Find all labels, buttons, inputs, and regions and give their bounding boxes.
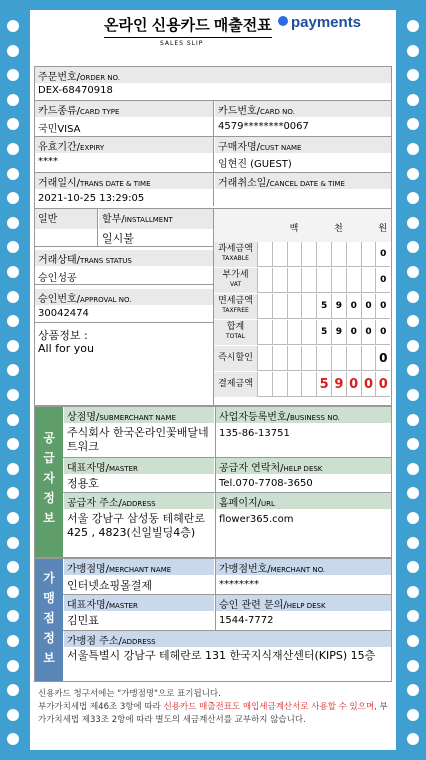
- supplier-side-char: 급: [43, 451, 55, 465]
- binder-hole-icon: [7, 143, 19, 155]
- amount-digit: [257, 372, 272, 397]
- amount-digit: [287, 320, 302, 345]
- amount-digit: 5: [316, 372, 331, 397]
- binder-hole-icon: [407, 463, 419, 475]
- buyer-label: 구매자명/CUST NAME: [215, 137, 391, 153]
- binder-hole-icon: [7, 733, 19, 745]
- amount-digit: [272, 294, 287, 319]
- amount-digit: [287, 294, 302, 319]
- expiry-value: ****: [38, 156, 58, 167]
- amount-digit: 0: [346, 320, 361, 345]
- amount-digit: [346, 268, 361, 293]
- merchant-side-char: 가: [43, 571, 55, 585]
- amount-digit: [301, 320, 316, 345]
- card-no-value: 4579********0067: [218, 121, 309, 132]
- binder-hole-icon: [407, 561, 419, 573]
- amount-digit: [257, 346, 272, 371]
- card-no-label: 카드번호/CARD NO.: [215, 101, 391, 117]
- binder-hole-icon: [407, 635, 419, 647]
- amount-row-label: 즉시할인: [214, 346, 257, 371]
- card-type-label: 카드종류/CARD TYPE: [35, 101, 213, 117]
- supplier-master-value: 정용호: [67, 477, 99, 490]
- biz-no-label: 사업자등록번호/BUSINESS NO.: [216, 407, 391, 423]
- binder-hole-icon: [7, 660, 19, 672]
- amount-digit: [257, 320, 272, 345]
- merchant-help-label: 승인 관련 문의/HELP DESK: [216, 595, 391, 611]
- url-label: 홈페이지/URL: [216, 493, 391, 509]
- brand-dot-icon: [278, 16, 288, 26]
- binder-hole-icon: [407, 168, 419, 180]
- amount-row-label: 면세금액 TAXFREE: [214, 294, 257, 319]
- amount-digit: [346, 242, 361, 267]
- amount-digit: [331, 242, 346, 267]
- card-type-value: 국민VISA: [38, 124, 81, 135]
- merchant-side-char: 정: [43, 631, 55, 645]
- trans-date-value: 2021-10-25 13:29:05: [38, 193, 145, 204]
- approval-label: 승인번호/APPROVAL NO.: [35, 289, 213, 305]
- amount-unit-label: 원: [378, 224, 388, 234]
- supplier-help-value: Tel.070-7708-3650: [219, 478, 313, 489]
- supplier-side-char: 정: [43, 491, 55, 505]
- binder-hole-icon: [7, 69, 19, 81]
- amount-digit: [301, 242, 316, 267]
- status-label: 거래상태/TRANS STATUS: [35, 250, 213, 266]
- binder-hole-icon: [7, 487, 19, 499]
- merchant-no-label: 가맹점번호/MERCHANT NO.: [216, 559, 391, 575]
- cancel-date-value: [215, 192, 221, 194]
- binder-hole-icon: [407, 586, 419, 598]
- amount-digit: [257, 268, 272, 293]
- trans-date-label: 거래일시/TRANS DATE & TIME: [35, 173, 213, 189]
- product-value: All for you: [38, 342, 94, 355]
- binder-hole-icon: [407, 414, 419, 426]
- amount-digit: 0: [375, 320, 390, 345]
- supplier-side-char: 공: [43, 431, 55, 445]
- binder-hole-icon: [7, 364, 19, 376]
- binder-hole-icon: [7, 94, 19, 106]
- supplier-side-label: [35, 428, 63, 528]
- binder-hole-icon: [7, 168, 19, 180]
- binder-hole-icon: [407, 340, 419, 352]
- installment-label: 할부/INSTALLMENT: [99, 209, 213, 229]
- amount-digit: [287, 268, 302, 293]
- amount-digit: [316, 346, 331, 371]
- amount-row-label: 과세금액 TAXABLE: [214, 242, 257, 267]
- binder-hole-icon: [7, 315, 19, 327]
- amount-digit: [257, 294, 272, 319]
- binder-hole-icon: [407, 537, 419, 549]
- approval-value: 30042474: [38, 308, 89, 319]
- binder-hole-icon: [407, 291, 419, 303]
- footer-line-2: 부가가치세법 제46조 3항에 따라 신용카드 매출전표도 매입세금계산서로 사용할 수 있으며, 부가가치세법 제33조 2항에 따라 별도의 세금계산서를 교부하지 않습니다.: [38, 702, 388, 725]
- merchant-side-char: 맹: [43, 591, 55, 605]
- merchant-master-value: 김민표: [67, 614, 99, 627]
- supplier-side-char: 보: [43, 511, 55, 525]
- binder-hole-icon: [407, 389, 419, 401]
- binder-hole-icon: [407, 20, 419, 32]
- footer-notice: [38, 688, 390, 727]
- supplier-master-label: 대표자명/MASTER: [64, 458, 214, 474]
- url-value: flower365.com: [219, 514, 294, 525]
- payments-logo: payments: [278, 14, 361, 31]
- amount-row-label: 합계 TOTAL: [214, 320, 257, 345]
- binder-hole-icon: [7, 241, 19, 253]
- amount-digit: 9: [331, 294, 346, 319]
- sub-name-label: 상점명/SUBMERCHANT NAME: [64, 407, 214, 423]
- amount-digit: [272, 320, 287, 345]
- binder-hole-icon: [407, 709, 419, 721]
- binder-hole-icon: [407, 143, 419, 155]
- amount-digit: 0: [375, 372, 390, 397]
- supplier-address-value: 서울 강남구 삼성동 테헤란로 425 , 4823(신일빌딩4층): [67, 512, 206, 539]
- binder-hole-icon: [407, 733, 419, 745]
- amount-digit: 9: [331, 320, 346, 345]
- amount-digit: [361, 268, 376, 293]
- expiry-label: 유효기간/EXPIRY: [35, 137, 213, 153]
- amount-digit: [272, 268, 287, 293]
- amount-digit: [316, 242, 331, 267]
- amount-digit: 0: [346, 294, 361, 319]
- footer-line-1: 신용카드 청구서에는 "가맹점명"으로 표기됩니다.: [38, 689, 221, 699]
- binder-hole-icon: [7, 684, 19, 696]
- amount-digit: [272, 242, 287, 267]
- amount-digit: 0: [375, 346, 390, 371]
- supplier-side-char: 자: [43, 471, 55, 485]
- binder-hole-icon: [407, 438, 419, 450]
- binder-hole-icon: [7, 192, 19, 204]
- amount-unit-label: 백: [289, 224, 299, 234]
- amount-digit: [301, 268, 316, 293]
- amount-digit: 0: [361, 294, 376, 319]
- binder-hole-icon: [7, 438, 19, 450]
- binder-hole-icon: [407, 610, 419, 622]
- binder-hole-icon: [407, 94, 419, 106]
- binder-hole-icon: [7, 217, 19, 229]
- merchant-side-char: 점: [43, 611, 55, 625]
- binder-hole-icon: [407, 241, 419, 253]
- binder-hole-icon: [407, 266, 419, 278]
- biz-no-value: 135-86-13751: [219, 428, 290, 439]
- binder-hole-icon: [7, 389, 19, 401]
- slip-title: 온라인 신용카드 매출전표: [104, 14, 272, 38]
- amount-digit: [301, 372, 316, 397]
- binder-hole-icon: [407, 684, 419, 696]
- amount-digit: [257, 242, 272, 267]
- binder-hole-icon: [7, 20, 19, 32]
- amount-row-label: 부가세 VAT: [214, 268, 257, 293]
- merchant-side-char: 보: [43, 651, 55, 665]
- merchant-side-label: [35, 568, 63, 668]
- merchant-help-value: 1544-7772: [219, 615, 274, 626]
- amount-digit: [301, 346, 316, 371]
- binder-hole-icon: [7, 45, 19, 57]
- amount-digit: [272, 346, 287, 371]
- amount-digit: 5: [316, 294, 331, 319]
- order-label: 주문번호/ORDER NO.: [35, 67, 391, 83]
- slip-subtitle: SALES SLIP: [160, 40, 204, 47]
- binder-hole-icon: [407, 364, 419, 376]
- amount-digit: 0: [375, 242, 390, 267]
- binder-hole-icon: [7, 291, 19, 303]
- binder-hole-icon: [407, 118, 419, 130]
- installment-normal-label: 일반: [35, 209, 97, 229]
- binder-hole-icon: [7, 537, 19, 549]
- amount-digit: [331, 268, 346, 293]
- binder-hole-icon: [7, 414, 19, 426]
- merchant-no-value: ********: [219, 579, 259, 590]
- amount-unit-label: 천: [334, 224, 343, 234]
- cancel-date-label: 거래취소일/CANCEL DATE & TIME: [215, 173, 391, 189]
- binder-hole-icon: [7, 463, 19, 475]
- binder-hole-icon: [7, 512, 19, 524]
- amount-digit: 9: [331, 372, 346, 397]
- merchant-master-label: 대표자명/MASTER: [64, 595, 214, 611]
- amount-digit: [287, 372, 302, 397]
- amount-digit: [272, 372, 287, 397]
- amount-digit: [361, 346, 376, 371]
- amount-digit: 0: [361, 372, 376, 397]
- amount-digit: [287, 242, 302, 267]
- amount-digit: [346, 346, 361, 371]
- order-value: DEX-68470918: [38, 85, 113, 96]
- amount-grid: [214, 209, 391, 242]
- supplier-help-label: 공급자 연락처/HELP DESK: [216, 458, 391, 474]
- amount-digit: 0: [375, 294, 390, 319]
- binder-hole-icon: [7, 266, 19, 278]
- binder-hole-icon: [7, 586, 19, 598]
- installment-value: 일시불: [102, 232, 134, 245]
- binder-hole-icon: [7, 610, 19, 622]
- amount-digit: [361, 242, 376, 267]
- binder-hole-icon: [7, 340, 19, 352]
- amount-digit: [301, 294, 316, 319]
- sub-name-value: 주식회사 한국온라인꽃배달네트워크: [67, 426, 209, 453]
- binder-hole-icon: [407, 217, 419, 229]
- amount-row-label: 결제금액: [214, 372, 257, 397]
- binder-hole-icon: [407, 487, 419, 499]
- binder-hole-icon: [7, 561, 19, 573]
- amount-digit: [287, 346, 302, 371]
- binder-hole-icon: [7, 118, 19, 130]
- merchant-address-label: 가맹점 주소/ADDRESS: [64, 631, 391, 647]
- merchant-name-value: 인터넷쇼핑몰결제: [67, 579, 153, 592]
- binder-hole-icon: [407, 45, 419, 57]
- binder-hole-icon: [407, 192, 419, 204]
- binder-hole-icon: [407, 512, 419, 524]
- amount-digit: 5: [316, 320, 331, 345]
- binder-hole-icon: [407, 660, 419, 672]
- amount-digit: 0: [361, 320, 376, 345]
- amount-digit: 0: [375, 268, 390, 293]
- binder-hole-icon: [407, 315, 419, 327]
- binder-hole-icon: [7, 635, 19, 647]
- merchant-address-value: 서울특별시 강남구 테헤란로 131 한국지식재산센터(KIPS) 15층: [67, 649, 376, 662]
- status-value: 승인성공: [38, 273, 77, 284]
- product-label: 상품정보 :: [38, 329, 88, 342]
- amount-digit: 0: [346, 372, 361, 397]
- binder-hole-icon: [407, 69, 419, 81]
- buyer-value: 임현진 (GUEST): [218, 159, 292, 170]
- supplier-address-label: 공급자 주소/ADDRESS: [64, 493, 214, 509]
- amount-digit: [331, 346, 346, 371]
- binder-hole-icon: [7, 709, 19, 721]
- amount-digit: [316, 268, 331, 293]
- merchant-name-label: 가맹점명/MERCHANT NAME: [64, 559, 214, 575]
